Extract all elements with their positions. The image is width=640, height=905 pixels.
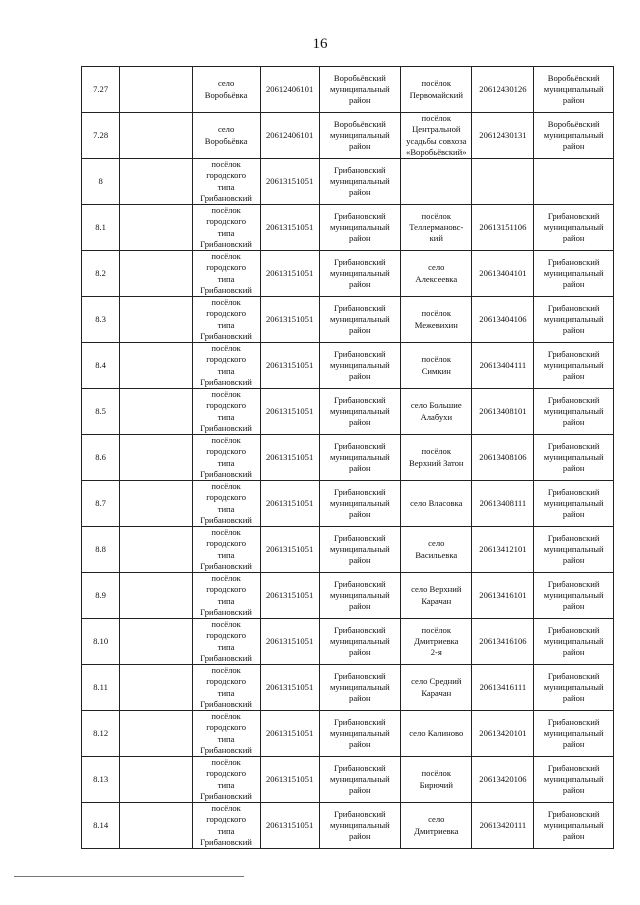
table-row: [82, 757, 614, 803]
settlement-district-cell: Грибановский муниципальный район: [319, 481, 401, 527]
destination-code-cell: 20612430131: [472, 113, 534, 159]
row-number-cell: 8.1: [82, 205, 120, 251]
row-number-cell: 8.14: [82, 803, 120, 849]
destination-name-cell: посёлок Теллермановс- кий: [401, 205, 472, 251]
settlement-code-cell: 20613151051: [260, 205, 319, 251]
destination-code-cell: 20613412101: [472, 527, 534, 573]
destination-district-cell: [534, 159, 614, 205]
destination-code-cell: 20613408101: [472, 389, 534, 435]
destination-district-cell: Грибановский муниципальный район: [534, 573, 614, 619]
destination-name-cell: посёлок Верхний Затон: [401, 435, 472, 481]
row-number-cell: 8.13: [82, 757, 120, 803]
row-number-cell: 8.3: [82, 297, 120, 343]
settlement-district-cell: Грибановский муниципальный район: [319, 527, 401, 573]
table-row: [82, 159, 614, 205]
settlement-district-cell: Грибановский муниципальный район: [319, 251, 401, 297]
row-number-cell: 8.10: [82, 619, 120, 665]
destination-district-cell: Грибановский муниципальный район: [534, 297, 614, 343]
settlement-code-cell: 20612406101: [260, 113, 319, 159]
settlement-district-cell: Грибановский муниципальный район: [319, 435, 401, 481]
settlement-code-cell: 20613151051: [260, 251, 319, 297]
destination-district-cell: Грибановский муниципальный район: [534, 665, 614, 711]
row-number-cell: 8: [82, 159, 120, 205]
destination-district-cell: Грибановский муниципальный район: [534, 435, 614, 481]
settlement-code-cell: 20613151051: [260, 159, 319, 205]
destination-code-cell: 20613408106: [472, 435, 534, 481]
destination-name-cell: село Алексеевка: [401, 251, 472, 297]
settlement-code-cell: 20613151051: [260, 527, 319, 573]
destination-district-cell: Воробьёвский муниципальный район: [534, 113, 614, 159]
destination-district-cell: Грибановский муниципальный район: [534, 205, 614, 251]
settlement-district-cell: Грибановский муниципальный район: [319, 205, 401, 251]
table-row: [82, 297, 614, 343]
page-number: 16: [312, 36, 328, 52]
row-number-cell: 8.7: [82, 481, 120, 527]
destination-name-cell: село Васильевка: [401, 527, 472, 573]
destination-district-cell: Грибановский муниципальный район: [534, 757, 614, 803]
table-row: [82, 481, 614, 527]
settlement-code-cell: 20612406101: [260, 67, 319, 113]
destination-name-cell: посёлок Первомайский: [401, 67, 472, 113]
table-row: [82, 803, 614, 849]
table-row: [82, 573, 614, 619]
empty-cell: [120, 159, 192, 205]
empty-cell: [120, 711, 192, 757]
destination-code-cell: 20613416111: [472, 665, 534, 711]
settlement-name-cell: посёлок городского типа Грибановский: [192, 573, 260, 619]
table-row: [82, 67, 614, 113]
settlement-name-cell: посёлок городского типа Грибановский: [192, 343, 260, 389]
settlement-name-cell: посёлок городского типа Грибановский: [192, 619, 260, 665]
destination-name-cell: село Верхний Карачан: [401, 573, 472, 619]
settlement-district-cell: Грибановский муниципальный район: [319, 757, 401, 803]
settlement-code-cell: 20613151051: [260, 297, 319, 343]
table-row: [82, 205, 614, 251]
empty-cell: [120, 297, 192, 343]
destination-name-cell: посёлок Межевихин: [401, 297, 472, 343]
empty-cell: [120, 389, 192, 435]
settlement-name-cell: село Воробьёвка: [192, 113, 260, 159]
table-row: [82, 113, 614, 159]
destination-name-cell: село Большие Алабухи: [401, 389, 472, 435]
destination-district-cell: Грибановский муниципальный район: [534, 803, 614, 849]
destination-district-cell: Грибановский муниципальный район: [534, 343, 614, 389]
destination-code-cell: 20613404111: [472, 343, 534, 389]
settlement-district-cell: Воробьёвский муниципальный район: [319, 67, 401, 113]
settlement-name-cell: посёлок городского типа Грибановский: [192, 435, 260, 481]
table-body: [82, 67, 614, 849]
destination-code-cell: 20613420106: [472, 757, 534, 803]
settlement-district-cell: Грибановский муниципальный район: [319, 619, 401, 665]
row-number-cell: 8.9: [82, 573, 120, 619]
destination-district-cell: Грибановский муниципальный район: [534, 619, 614, 665]
settlement-name-cell: посёлок городского типа Грибановский: [192, 205, 260, 251]
destination-name-cell: село Власовка: [401, 481, 472, 527]
destination-name-cell: село Дмитриевка: [401, 803, 472, 849]
destination-code-cell: 20613420111: [472, 803, 534, 849]
settlement-name-cell: посёлок городского типа Грибановский: [192, 665, 260, 711]
destination-code-cell: 20613416106: [472, 619, 534, 665]
settlement-code-cell: 20613151051: [260, 343, 319, 389]
settlement-name-cell: посёлок городского типа Грибановский: [192, 527, 260, 573]
destination-code-cell: 20613151106: [472, 205, 534, 251]
empty-cell: [120, 803, 192, 849]
settlement-district-cell: Грибановский муниципальный район: [319, 389, 401, 435]
settlement-name-cell: посёлок городского типа Грибановский: [192, 389, 260, 435]
destination-name-cell: посёлок Дмитриевка 2-я: [401, 619, 472, 665]
settlement-code-cell: 20613151051: [260, 481, 319, 527]
table-row: [82, 389, 614, 435]
settlement-code-cell: 20613151051: [260, 711, 319, 757]
settlement-name-cell: посёлок городского типа Грибановский: [192, 159, 260, 205]
settlement-district-cell: Грибановский муниципальный район: [319, 343, 401, 389]
settlement-name-cell: посёлок городского типа Грибановский: [192, 757, 260, 803]
settlement-district-cell: Воробьёвский муниципальный район: [319, 113, 401, 159]
destination-district-cell: Грибановский муниципальный район: [534, 527, 614, 573]
table-row: [82, 665, 614, 711]
empty-cell: [120, 573, 192, 619]
destination-name-cell: посёлок Бирючий: [401, 757, 472, 803]
settlement-district-cell: Грибановский муниципальный район: [319, 573, 401, 619]
settlement-name-cell: посёлок городского типа Грибановский: [192, 711, 260, 757]
settlement-code-cell: 20613151051: [260, 757, 319, 803]
destination-name-cell: [401, 159, 472, 205]
table-row: [82, 435, 614, 481]
destination-name-cell: посёлок Симкин: [401, 343, 472, 389]
destination-name-cell: село Средний Карачан: [401, 665, 472, 711]
settlement-district-cell: Грибановский муниципальный район: [319, 665, 401, 711]
row-number-cell: 7.27: [82, 67, 120, 113]
destination-code-cell: 20613404106: [472, 297, 534, 343]
row-number-cell: 7.28: [82, 113, 120, 159]
destination-code-cell: 20613404101: [472, 251, 534, 297]
settlement-name-cell: село Воробьёвка: [192, 67, 260, 113]
settlement-district-cell: Грибановский муниципальный район: [319, 803, 401, 849]
row-number-cell: 8.8: [82, 527, 120, 573]
settlement-name-cell: посёлок городского типа Грибановский: [192, 481, 260, 527]
row-number-cell: 8.6: [82, 435, 120, 481]
table-row: [82, 527, 614, 573]
destination-code-cell: 20613408111: [472, 481, 534, 527]
settlement-name-cell: посёлок городского типа Грибановский: [192, 251, 260, 297]
empty-cell: [120, 435, 192, 481]
settlement-name-cell: посёлок городского типа Грибановский: [192, 803, 260, 849]
empty-cell: [120, 113, 192, 159]
table-row: [82, 619, 614, 665]
empty-cell: [120, 619, 192, 665]
empty-cell: [120, 205, 192, 251]
destination-district-cell: Грибановский муниципальный район: [534, 389, 614, 435]
destination-district-cell: Грибановский муниципальный район: [534, 251, 614, 297]
empty-cell: [120, 343, 192, 389]
destination-code-cell: [472, 159, 534, 205]
empty-cell: [120, 251, 192, 297]
settlement-name-cell: посёлок городского типа Грибановский: [192, 297, 260, 343]
empty-cell: [120, 757, 192, 803]
settlement-code-cell: 20613151051: [260, 573, 319, 619]
row-number-cell: 8.12: [82, 711, 120, 757]
destination-name-cell: село Калиново: [401, 711, 472, 757]
settlement-code-cell: 20613151051: [260, 803, 319, 849]
destination-district-cell: Грибановский муниципальный район: [534, 481, 614, 527]
row-number-cell: 8.4: [82, 343, 120, 389]
settlements-table: [81, 66, 614, 849]
destination-code-cell: 20613416101: [472, 573, 534, 619]
empty-cell: [120, 481, 192, 527]
settlement-code-cell: 20613151051: [260, 435, 319, 481]
destination-code-cell: 20612430126: [472, 67, 534, 113]
destination-district-cell: Воробьёвский муниципальный район: [534, 67, 614, 113]
destination-name-cell: посёлок Центральной усадьбы совхоза «Воробьёвский»: [401, 113, 472, 159]
destination-code-cell: 20613420101: [472, 711, 534, 757]
table-row: [82, 343, 614, 389]
table-row: [82, 711, 614, 757]
row-number-cell: 8.2: [82, 251, 120, 297]
empty-cell: [120, 665, 192, 711]
settlement-code-cell: 20613151051: [260, 619, 319, 665]
row-number-cell: 8.11: [82, 665, 120, 711]
footer-rule: [14, 876, 244, 877]
empty-cell: [120, 67, 192, 113]
settlement-district-cell: Грибановский муниципальный район: [319, 297, 401, 343]
destination-district-cell: Грибановский муниципальный район: [534, 711, 614, 757]
table-row: [82, 251, 614, 297]
settlement-district-cell: Грибановский муниципальный район: [319, 711, 401, 757]
row-number-cell: 8.5: [82, 389, 120, 435]
settlement-district-cell: Грибановский муниципальный район: [319, 159, 401, 205]
settlement-code-cell: 20613151051: [260, 665, 319, 711]
empty-cell: [120, 527, 192, 573]
settlement-code-cell: 20613151051: [260, 389, 319, 435]
